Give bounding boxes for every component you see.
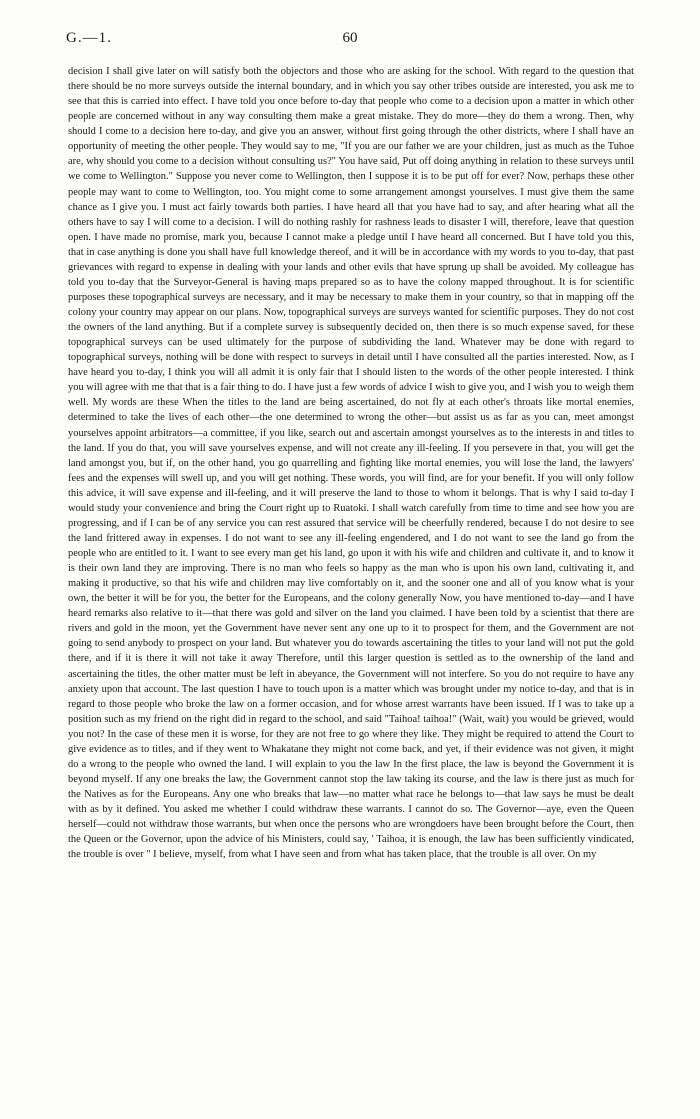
page-number: 60: [342, 30, 358, 46]
page-header: [66, 30, 634, 54]
body-paragraph: decision I shall give later on will satisfy both the objectors and those who are asking for the school. With regard to the question that there should be no more surveys outside the internal boundary, and in which you say other tribes outside are interested, you ask me to see that this is carried into effect. I have told you once before to-day that people who come to a decision upon a matter in which other people are concerned without in any way consulting them make a great mistake. They do more—they do them a wrong. Then, why should I come to a decision here to-day, and give you an answer, without first going through the other districts, where I shall have an opportunity of meeting the other people. They would say to me, "If you are our father we are your children, just as much as the Tuhoe are, why should you come to a decision without consulting us?" You have said, Put off doing anything in relation to these surveys until we come to Wellington." Suppose you never come to Wellington, then I suppose it is to be put off for ever? Now, perhaps these other people may want to come to Wellington, too. You might come to some arrangement amongst yourselves. I must give them the same chance as I give you. I must act fairly towards both parties. I have heard all that you have had to say, and after hearing what all the others have to say I will come to a decision. I will do nothing rashly for rashness leads to disaster I will, therefore, leave that question open. I have made no promise, mark you, because I cannot make a pledge until I have heard all concerned. But I have told you this, that in case anything is done you shall have full knowledge thereof, and it will be in accordance with my words to you to-day, that past grievances with regard to expense in dealing with your lands and other evils that have sprung up shall be avoided. My colleague has told you to-day that the Surveyor-General is having maps prepared so as to have the colony mapped throughout. It is for scientific purposes these topographical surveys are necessary, and it may be necessary to make them in your country, so that in mapping off the colony your country may appear on our plans. Now, topographical surveys are surveys wanted for scientific purposes. They do not cost the owners of the land anything. But if a complete survey is subsequently decided on, then there is so much expense saved, for these topographical surveys can be used ultimately for the purpose of subdividing the land. Whatever may be done with regard to topographical surveys, nothing will be done with respect to surveys in detail until I have consulted all the parties interested. Now, as I have heard you to-day, I think you will all admit it is only fair that I should listen to the words of the other people interested. I think you will agree with me that that is a fair thing to do. I have just a few words of advice I wish to give you, and I wish you to weigh them well. My words are these When the titles to the land are being ascertained, do not fly at each other's throats like mortal enemies, determined to take the lives of each other—the one determined to wrong the other—but assist us as far as you can, meet amongst yourselves appoint arbitrators—a committee, if you like, search out and ascertain amongst yourselves as to the interests in and titles to the land. If you do that, you will save yourselves expense, and will not create any ill-feeling. If you persevere in that, you will get the land amongst you, but if, on the other hand, you go quarrelling and fighting like mortal enemies, you will lose the land, the lawyers' fees and the expenses will swell up, and you will get nothing. These words, you will find, are for your benefit. If you will only follow this advice, it will save expense and ill-feeling, and it will preserve the land to those to whom it belongs. That is why I said to-day I would study your convenience and bring the Court right up to Ruatoki. I shall watch carefully from time to time and see how you are progressing, and if I can be of any service you can rest assured that service will be cheerfully rendered, because I do not desire to see the land frittered away in expenses. I do not want to see any ill-feeling engendered, and I do not want to see the land go from the people who are entitled to it. I want to see every man get his land, go upon it with his wife and children and cultivate it, and to know it is their own land they are improving. There is no man who feels so happy as the man who is upon his own land, cultivating it, and making it productive, so that his wife and children may live comfortably on it, and the sooner one and all of you know what is your own, the better it will be for you, the better for the Europeans, and the colony generally Now, you have mentioned to-day—and I have heard remarks also relative to it—that there was gold and silver on the land you claimed. I have been told by a scientist that there are rivers and gold in the moon, yet the Government have never sent any one up to it to prospect for them, and the Government are not going to send anybody to prospect on your land. But whatever you do towards ascertaining the titles to your land will not put the gold there, and if it is there it will not take it away Therefore, until this larger question is settled as to the ownership of the land and ascertaining the titles, the other matter must be left in abeyance, the Government will not interfere. So you do not require to have any anxiety upon that account. The last question I have to touch upon is a matter which was brought under my notice to-day, and that is in regard to those people who broke the law on a former occasion, and for whose arrest warrants have been issued. If I was to take up a position such as my friend on the right did in regard to the school, and said "Taihoa! taihoa!" (Wait, wait) you would be grieved, would you not? In the case of these men it is worse, for they are not free to go where they like. They might be required to attend the Court to give evidence as to titles, and if they went to Whakatane they might not come back, and yet, if their evidence was not given, it might do a wrong to the people who owned the land. I will explain to you the law In the first place, the law is beyond the Government it is beyond myself. If any one breaks the law, the Government cannot stop the law taking its course, and the law is there just as much for the Natives as for the Europeans. Any one who breaks that law—no matter what race he belongs to—that law says he must be dealt with as by it defined. You asked me whether I could withdraw these warrants. I cannot do so. The Governor—aye, even the Queen herself—could not withdraw those warrants, but when once the persons who are wrongdoers have been brought before the Court, then the Queen or the Governor, upon the advice of his Ministers, could say, ' Taihoa, it is enough, the law has been sufficiently vindicated, the trouble is over " I believe, myself, from what I have seen and from what has taken place, that the trouble is all over. On my: [68, 66, 634, 861]
body-text: [68, 64, 634, 862]
parliamentary-paper-reference: G.—1.: [66, 30, 112, 46]
